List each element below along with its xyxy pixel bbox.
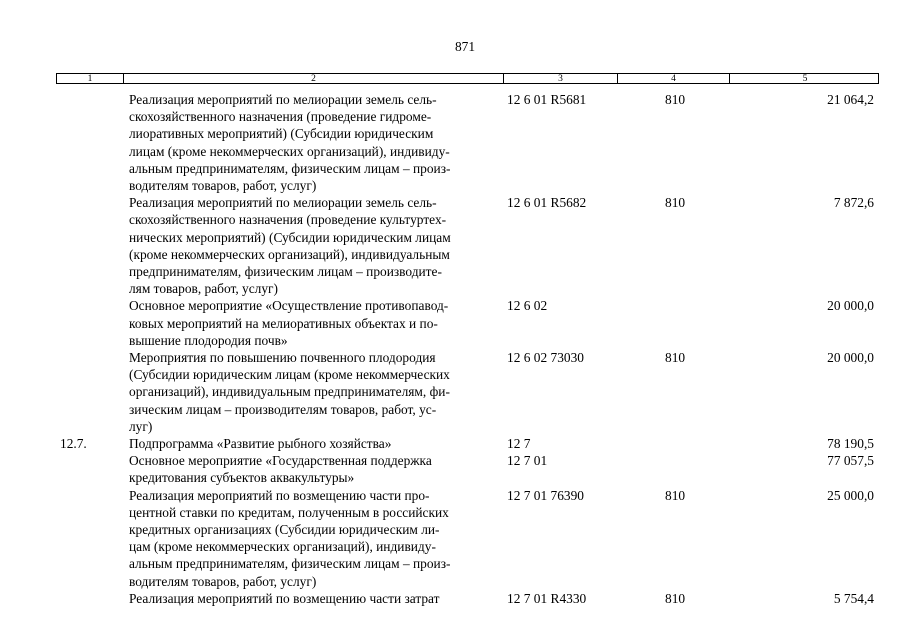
- table-row: [0, 452, 905, 486]
- row-code: 12 6 01 R5681: [507, 92, 587, 107]
- row-name-line: скохозяйственного назначения (проведение культуртех-: [129, 212, 447, 228]
- table-row: [0, 91, 905, 194]
- table-row: [0, 194, 905, 297]
- row-code: 12 7 01: [507, 453, 548, 469]
- row-name-line: организаций), индивидуальным предпринимателям, фи-: [129, 384, 450, 400]
- page-number: 871: [454, 39, 476, 54]
- row-code: 12 7 01 R4330: [507, 590, 587, 606]
- row-name-line: центной ставки по кредитам, полученным в российских: [129, 504, 449, 520]
- table-row: [0, 297, 905, 349]
- row-name-line: скохозяйственного назначения (проведение гидроме-: [129, 109, 432, 125]
- row-expense-type: 810: [665, 195, 686, 211]
- row-name-line: Реализация мероприятий по мелиорации земель сель-: [129, 195, 437, 211]
- row-name-line: Реализация мероприятий по возмещению части затрат: [129, 590, 440, 606]
- header-col-1: 1: [87, 74, 93, 84]
- row-expense-type: 810: [665, 487, 686, 503]
- row-code: 12 6 02 73030: [507, 350, 584, 366]
- header-col-4: 4: [617, 74, 729, 83]
- row-expense-type: 810: [665, 350, 686, 366]
- row-name-line: ковых мероприятий на мелиоративных объектах и по-: [129, 315, 438, 331]
- row-name-line: кредитных организациях (Субсидии юридическим ли-: [129, 522, 440, 538]
- row-name: [129, 349, 491, 435]
- row-name-line: цам (кроме некоммерческих организаций), индивиду-: [129, 539, 436, 555]
- row-name: [129, 297, 491, 349]
- table-row: [0, 349, 905, 435]
- header-col-2: 2: [123, 74, 503, 83]
- row-name: [129, 452, 491, 486]
- row-expense-type: 810: [665, 92, 686, 107]
- row-name-line: Реализация мероприятий по мелиорации земель сель-: [129, 92, 437, 107]
- table-row: [0, 590, 905, 607]
- row-name-line: водителям товаров, работ, услуг): [129, 573, 317, 589]
- row-code: 12 6 02: [507, 298, 548, 314]
- row-sum: 25 000,0: [827, 487, 874, 503]
- row-number: 12.7.: [60, 436, 87, 452]
- table-row: [0, 487, 905, 590]
- row-name-line: зическим лицам – производителям товаров, работ, ус-: [129, 401, 437, 417]
- row-name-line: предпринимателям, физическим лицам – производите-: [129, 264, 442, 280]
- row-name-line: нических мероприятий) (Субсидии юридическим лицам: [129, 229, 451, 245]
- table-row: [0, 435, 905, 452]
- row-name-line: луг): [129, 418, 153, 434]
- row-name-line: лям товаров, работ, услуг): [129, 281, 279, 297]
- header-col-3: 3: [503, 74, 617, 83]
- row-name-line: лиоративных мероприятий) (Субсидии юридическим: [129, 126, 434, 142]
- header-col-5: 5: [729, 74, 880, 83]
- row-name-line: лицам (кроме некоммерческих организаций), индивиду-: [129, 143, 450, 159]
- row-name-line: вышение плодородия почв»: [129, 332, 288, 348]
- table-header: [56, 73, 879, 84]
- row-name: [129, 590, 491, 607]
- row-name: [129, 435, 491, 452]
- table-body: [0, 91, 905, 607]
- row-expense-type: 810: [665, 590, 686, 606]
- row-sum: 21 064,2: [827, 92, 874, 107]
- row-sum: 20 000,0: [827, 350, 874, 366]
- row-name-line: Основное мероприятие «Осуществление противопавод-: [129, 298, 449, 314]
- row-name: [129, 487, 491, 590]
- row-name-line: Подпрограмма «Развитие рыбного хозяйства»: [129, 436, 392, 452]
- row-sum: 78 190,5: [827, 436, 874, 452]
- row-name-line: (Субсидии юридическим лицам (кроме некоммерческих: [129, 367, 450, 383]
- row-sum: 77 057,5: [827, 453, 874, 469]
- row-name: [129, 194, 491, 297]
- row-code: 12 7 01 76390: [507, 487, 584, 503]
- row-code: 12 6 01 R5682: [507, 195, 587, 211]
- row-name-line: водителям товаров, работ, услуг): [129, 178, 317, 194]
- row-name-line: Основное мероприятие «Государственная поддержка: [129, 453, 432, 469]
- row-name-line: Мероприятия по повышению почвенного плодородия: [129, 350, 436, 366]
- row-name-line: альным предпринимателям, физическим лицам – произ-: [129, 556, 451, 572]
- row-name-line: альным предпринимателям, физическим лицам – произ-: [129, 160, 451, 176]
- row-code: 12 7: [507, 436, 531, 452]
- row-sum: 20 000,0: [827, 298, 874, 314]
- row-name-line: кредитования субъектов аквакультуры»: [129, 470, 355, 486]
- row-name-line: (кроме некоммерческих организаций), индивидуальным: [129, 246, 450, 262]
- row-sum: 5 754,4: [833, 590, 874, 606]
- row-name-line: Реализация мероприятий по возмещению части про-: [129, 487, 430, 503]
- row-sum: 7 872,6: [833, 195, 874, 211]
- row-name: [129, 91, 491, 194]
